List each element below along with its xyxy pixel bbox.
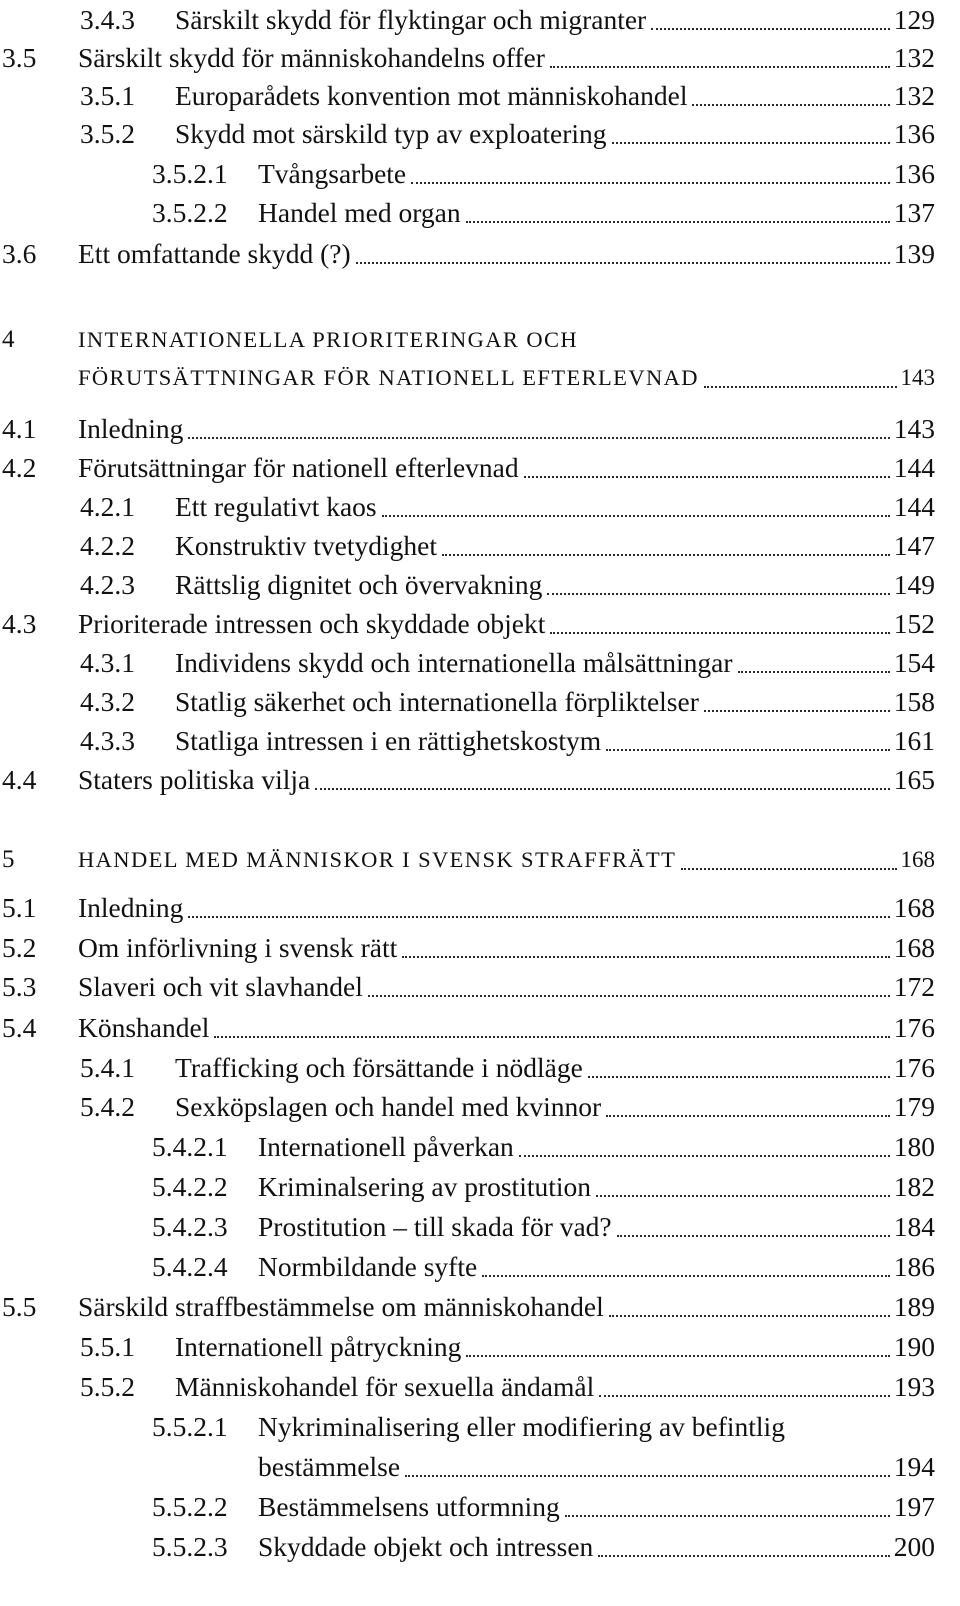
toc-entry [0,760,935,800]
toc-entry-title: Tvångsarbete [258,158,407,189]
toc-entry-title: Inledning [78,413,184,444]
toc-entry-page-number: 168 [900,847,935,872]
toc-entry-page-number: 176 [893,1052,935,1083]
toc-entry-title: Särskild straffbestämmelse om människohandel [78,1291,604,1322]
toc-entry-number: 3.5.2.2 [152,197,228,228]
dot-leader [547,593,889,595]
toc-entry-title: Ett regulativt kaos [175,491,377,522]
toc-entry-title: Individens skydd och internationella målsättningar [175,647,733,678]
toc-entry-title-line [78,928,935,968]
dot-leader [188,437,889,439]
toc-entry-title-line [175,114,935,154]
toc-entry-number: 3.6 [2,238,37,269]
dot-leader [596,1195,890,1197]
toc-entry-page-number: 194 [893,1451,935,1482]
toc-entry [0,1407,935,1447]
toc-entry-page-number: 139 [893,238,935,269]
toc-entry-title-line [175,526,935,566]
toc-entry-number: 5.4 [2,1012,37,1043]
dot-leader [738,671,890,673]
toc-entry-number: 3.5 [2,42,37,73]
dot-leader [550,66,890,68]
toc-entry-title: Rättslig dignitet och övervakning [175,569,543,600]
toc-entry [0,526,935,566]
toc-entry-title: Förutsättningar för nationell efterlevnad [78,452,519,483]
toc-entry-number: 3.5.1 [80,80,135,111]
toc-entry-page-number: 129 [893,4,935,35]
dot-leader [550,632,889,634]
toc-entry-page-number: 168 [893,892,935,923]
toc-entry-title: bestämmelse [258,1451,401,1482]
dot-leader [519,1155,890,1157]
toc-entry-number: 5.4.2.4 [152,1251,228,1282]
toc-entry-title: Europarådets konvention mot människohandel [175,80,688,111]
toc-entry [0,1048,935,1088]
toc-entry-title: Handel med organ [258,197,461,228]
toc-entry-page-number: 184 [893,1211,935,1242]
toc-entry-title-line [258,1447,935,1487]
toc-entry-title: Prioriterade intressen och skyddade objekt [78,608,546,639]
toc-entry-number: 5.4.2.2 [152,1171,228,1202]
toc-entry [0,1167,935,1207]
toc-entry-page-number: 182 [893,1171,935,1202]
dot-leader [214,1036,889,1038]
dot-leader [612,142,890,144]
dot-leader [599,1395,890,1397]
toc-entry-title: Prostitution – till skada för vad? [258,1211,612,1242]
dot-leader [482,1275,890,1277]
toc-entry-number: 5.4.2.1 [152,1131,228,1162]
toc-entry [0,565,935,605]
toc-entry-title-line [78,358,935,398]
toc-entry-page-number: 168 [893,932,935,963]
dot-leader [315,788,890,790]
toc-entry-number: 4.3.2 [80,686,135,717]
toc-entry-title-line [258,1127,935,1167]
toc-entry-page-number: 179 [893,1091,935,1122]
toc-entry-title-line [78,1008,935,1048]
toc-entry-page-number: 136 [893,158,935,189]
dot-leader [692,104,889,106]
toc-entry [0,643,935,683]
toc-entry-page-number: 176 [893,1012,935,1043]
toc-entry-number: 4 [2,326,15,353]
toc-entry-page-number: 158 [893,686,935,717]
toc-entry [0,487,935,527]
toc-entry-number: 4.2.2 [80,530,135,561]
dot-leader [598,1555,889,1557]
toc-entry [0,0,935,40]
toc-entry [0,448,935,488]
toc-entry-title-line [78,320,935,360]
toc-entry-number: 3.5.2 [80,118,135,149]
toc-entry-title-line [78,967,935,1007]
toc-entry [0,840,935,880]
toc-entry [0,1487,935,1527]
toc-entry-title-line [78,604,935,644]
toc-entry-title: Internationell påverkan [258,1131,514,1162]
toc-entry-title-line [175,682,935,722]
dot-leader [188,916,889,918]
dot-leader [617,1235,890,1237]
toc-entry-title-line [258,154,935,194]
toc-entry-number: 5.3 [2,971,37,1002]
toc-entry-title-line [258,1167,935,1207]
toc-entry-page-number: 137 [893,197,935,228]
toc-entry-number: 5.2 [2,932,37,963]
toc-entry-page-number: 186 [893,1251,935,1282]
toc-entry-title: Skydd mot särskild typ av exploatering [175,118,607,149]
dot-leader [565,1515,890,1517]
toc-entry-number: 5.5.2.2 [152,1491,228,1522]
toc-entry-page-number: 132 [893,42,935,73]
dot-leader [651,28,890,30]
toc-entry-title: Om införlivning i svensk rätt [78,932,398,963]
toc-entry-page-number: 154 [893,647,935,678]
toc-entry-title: Statliga intressen i en rättighetskostym [175,725,602,756]
toc-entry-number: 4.2.1 [80,491,135,522]
toc-entry-title-line [258,1527,935,1567]
toc-entry-title-line [78,448,935,488]
toc-entry-page-number: 165 [893,764,935,795]
toc-entry-title-line [258,193,935,233]
toc-entry [0,1447,935,1487]
dot-leader [382,515,890,517]
toc-entry-number: 3.4.3 [80,4,135,35]
toc-entry [0,928,935,968]
toc-entry-title: Bestämmelsens utformning [258,1491,560,1522]
toc-entry [0,1527,935,1567]
toc-entry-title: Kriminalsering av prostitution [258,1171,592,1202]
toc-entry-number: 5.1 [2,892,37,923]
toc-entry-title-line [78,888,935,928]
toc-entry-title: HANDEL MED MÄNNISKOR I SVENSK STRAFFRÄTT [78,847,677,872]
toc-entry-title: Internationell påtryckning [175,1331,462,1362]
toc-entry [0,967,935,1007]
toc-entry-title: Statlig säkerhet och internationella förpliktelser [175,686,699,717]
toc-entry-page-number: 132 [893,80,935,111]
toc-entry-number: 5.5.2 [80,1371,135,1402]
dot-leader [368,995,890,997]
dot-leader [588,1076,890,1078]
toc-entry-title-line [258,1487,935,1527]
toc-entry-title: Ett omfattande skydd (?) [78,238,351,269]
toc-entry [0,358,935,398]
toc-entry-page-number: 144 [893,491,935,522]
toc-entry [0,114,935,154]
toc-entry-title: FÖRUTSÄTTNINGAR FÖR NATIONELL EFTERLEVNAD [78,365,699,390]
toc-entry-number: 4.3.1 [80,647,135,678]
toc-entry-title: Staters politiska vilja [78,764,311,795]
toc-entry-page-number: 200 [893,1531,935,1562]
toc-entry-title: Trafficking och försättande i nödläge [175,1052,583,1083]
toc-entry-title-line [175,643,935,683]
toc-entry-number: 4.2 [2,452,37,483]
toc-entry-page-number: 144 [893,452,935,483]
toc-entry [0,1327,935,1367]
toc-entry [0,682,935,722]
toc-entry-title-line [175,721,935,761]
toc-entry-title-line [78,760,935,800]
dot-leader [704,386,897,388]
toc-entry-number: 5.4.2.3 [152,1211,228,1242]
toc-entry [0,888,935,928]
toc-entry [0,1207,935,1247]
toc-entry [0,1127,935,1167]
toc-entry [0,234,935,274]
toc-entry-title-line [175,76,935,116]
toc-entry-number: 5.5.1 [80,1331,135,1362]
toc-entry-title-line [258,1247,935,1287]
toc-entry-number: 4.3 [2,608,37,639]
toc-entry-number: 5.5.2.1 [152,1411,228,1442]
toc-entry-title: Särskilt skydd för flyktingar och migranter [175,4,647,35]
toc-entry-title: Människohandel för sexuella ändamål [175,1371,595,1402]
dot-leader [442,554,890,556]
dot-leader [704,710,890,712]
toc-entry-number: 5.4.1 [80,1052,135,1083]
toc-entry-title: Nykriminalisering eller modifiering av befintlig [258,1411,785,1442]
toc-entry-title: Konstruktiv tvetydighet [175,530,437,561]
toc-entry-title-line [78,234,935,274]
toc-entry-page-number: 189 [893,1291,935,1322]
toc-entry-number: 3.5.2.1 [152,158,228,189]
toc-entry-page-number: 190 [893,1331,935,1362]
toc-entry-page-number: 136 [893,118,935,149]
toc-entry [0,1247,935,1287]
toc-entry [0,409,935,449]
dot-leader [606,1115,890,1117]
toc-entry-title: Skyddade objekt och intressen [258,1531,594,1562]
toc-entry-title-line [258,1207,935,1247]
toc-entry-title-line [78,409,935,449]
toc-entry-number: 4.4 [2,764,37,795]
toc-entry-title-line [78,38,935,78]
toc-entry-title: Slaveri och vit slavhandel [78,971,363,1002]
toc-entry [0,38,935,78]
toc-entry-title-line [175,1327,935,1367]
toc-entry-number: 5 [2,846,15,873]
toc-entry-title-line [78,840,935,880]
toc-entry-page-number: 152 [893,608,935,639]
dot-leader [356,262,890,264]
toc-entry-title-line [175,565,935,605]
toc-entry-number: 4.1 [2,413,37,444]
toc-entry-number: 5.4.2 [80,1091,135,1122]
dot-leader [411,182,890,184]
toc-entry-page-number: 143 [893,413,935,444]
toc-entry-page-number: 143 [900,365,935,390]
toc-entry [0,1087,935,1127]
toc-entry-title: Inledning [78,892,184,923]
toc-entry-number: 4.3.3 [80,725,135,756]
dot-leader [609,1315,890,1317]
dot-leader [405,1475,890,1477]
toc-entry-page-number: 180 [893,1131,935,1162]
toc-entry [0,604,935,644]
dot-leader [466,221,890,223]
toc-entry-title: Sexköpslagen och handel med kvinnor [175,1091,602,1122]
toc-entry [0,76,935,116]
toc-entry-number: 4.2.3 [80,569,135,600]
toc-entry-title: Könshandel [78,1012,210,1043]
toc-entry [0,1367,935,1407]
dot-leader [606,749,890,751]
toc-entry-title-line [78,1287,935,1327]
toc-entry-title-line [258,1407,935,1447]
toc-entry-page-number: 193 [893,1371,935,1402]
toc-entry-page-number: 149 [893,569,935,600]
toc-entry [0,721,935,761]
toc-entry [0,154,935,194]
dot-leader [466,1355,889,1357]
toc-entry-number: 5.5.2.3 [152,1531,228,1562]
toc-entry-title-line [175,1048,935,1088]
toc-entry-title-line [175,0,935,40]
toc-entry-title-line [175,487,935,527]
dot-leader [402,956,889,958]
toc-entry-page-number: 147 [893,530,935,561]
toc-entry [0,320,935,360]
toc-entry-title-line [175,1367,935,1407]
toc-entry-title: INTERNATIONELLA PRIORITERINGAR OCH [78,327,579,352]
toc-entry-title-line [175,1087,935,1127]
toc-entry-title: Särskilt skydd för människohandelns offer [78,42,545,73]
dot-leader [524,476,890,478]
toc-entry-number: 5.5 [2,1291,37,1322]
toc-entry-page-number: 197 [893,1491,935,1522]
toc-entry [0,1287,935,1327]
toc-entry [0,1008,935,1048]
toc-entry [0,193,935,233]
dot-leader [681,868,896,870]
toc-entry-title: Normbildande syfte [258,1251,478,1282]
toc-entry-page-number: 161 [893,725,935,756]
toc-entry-page-number: 172 [893,971,935,1002]
